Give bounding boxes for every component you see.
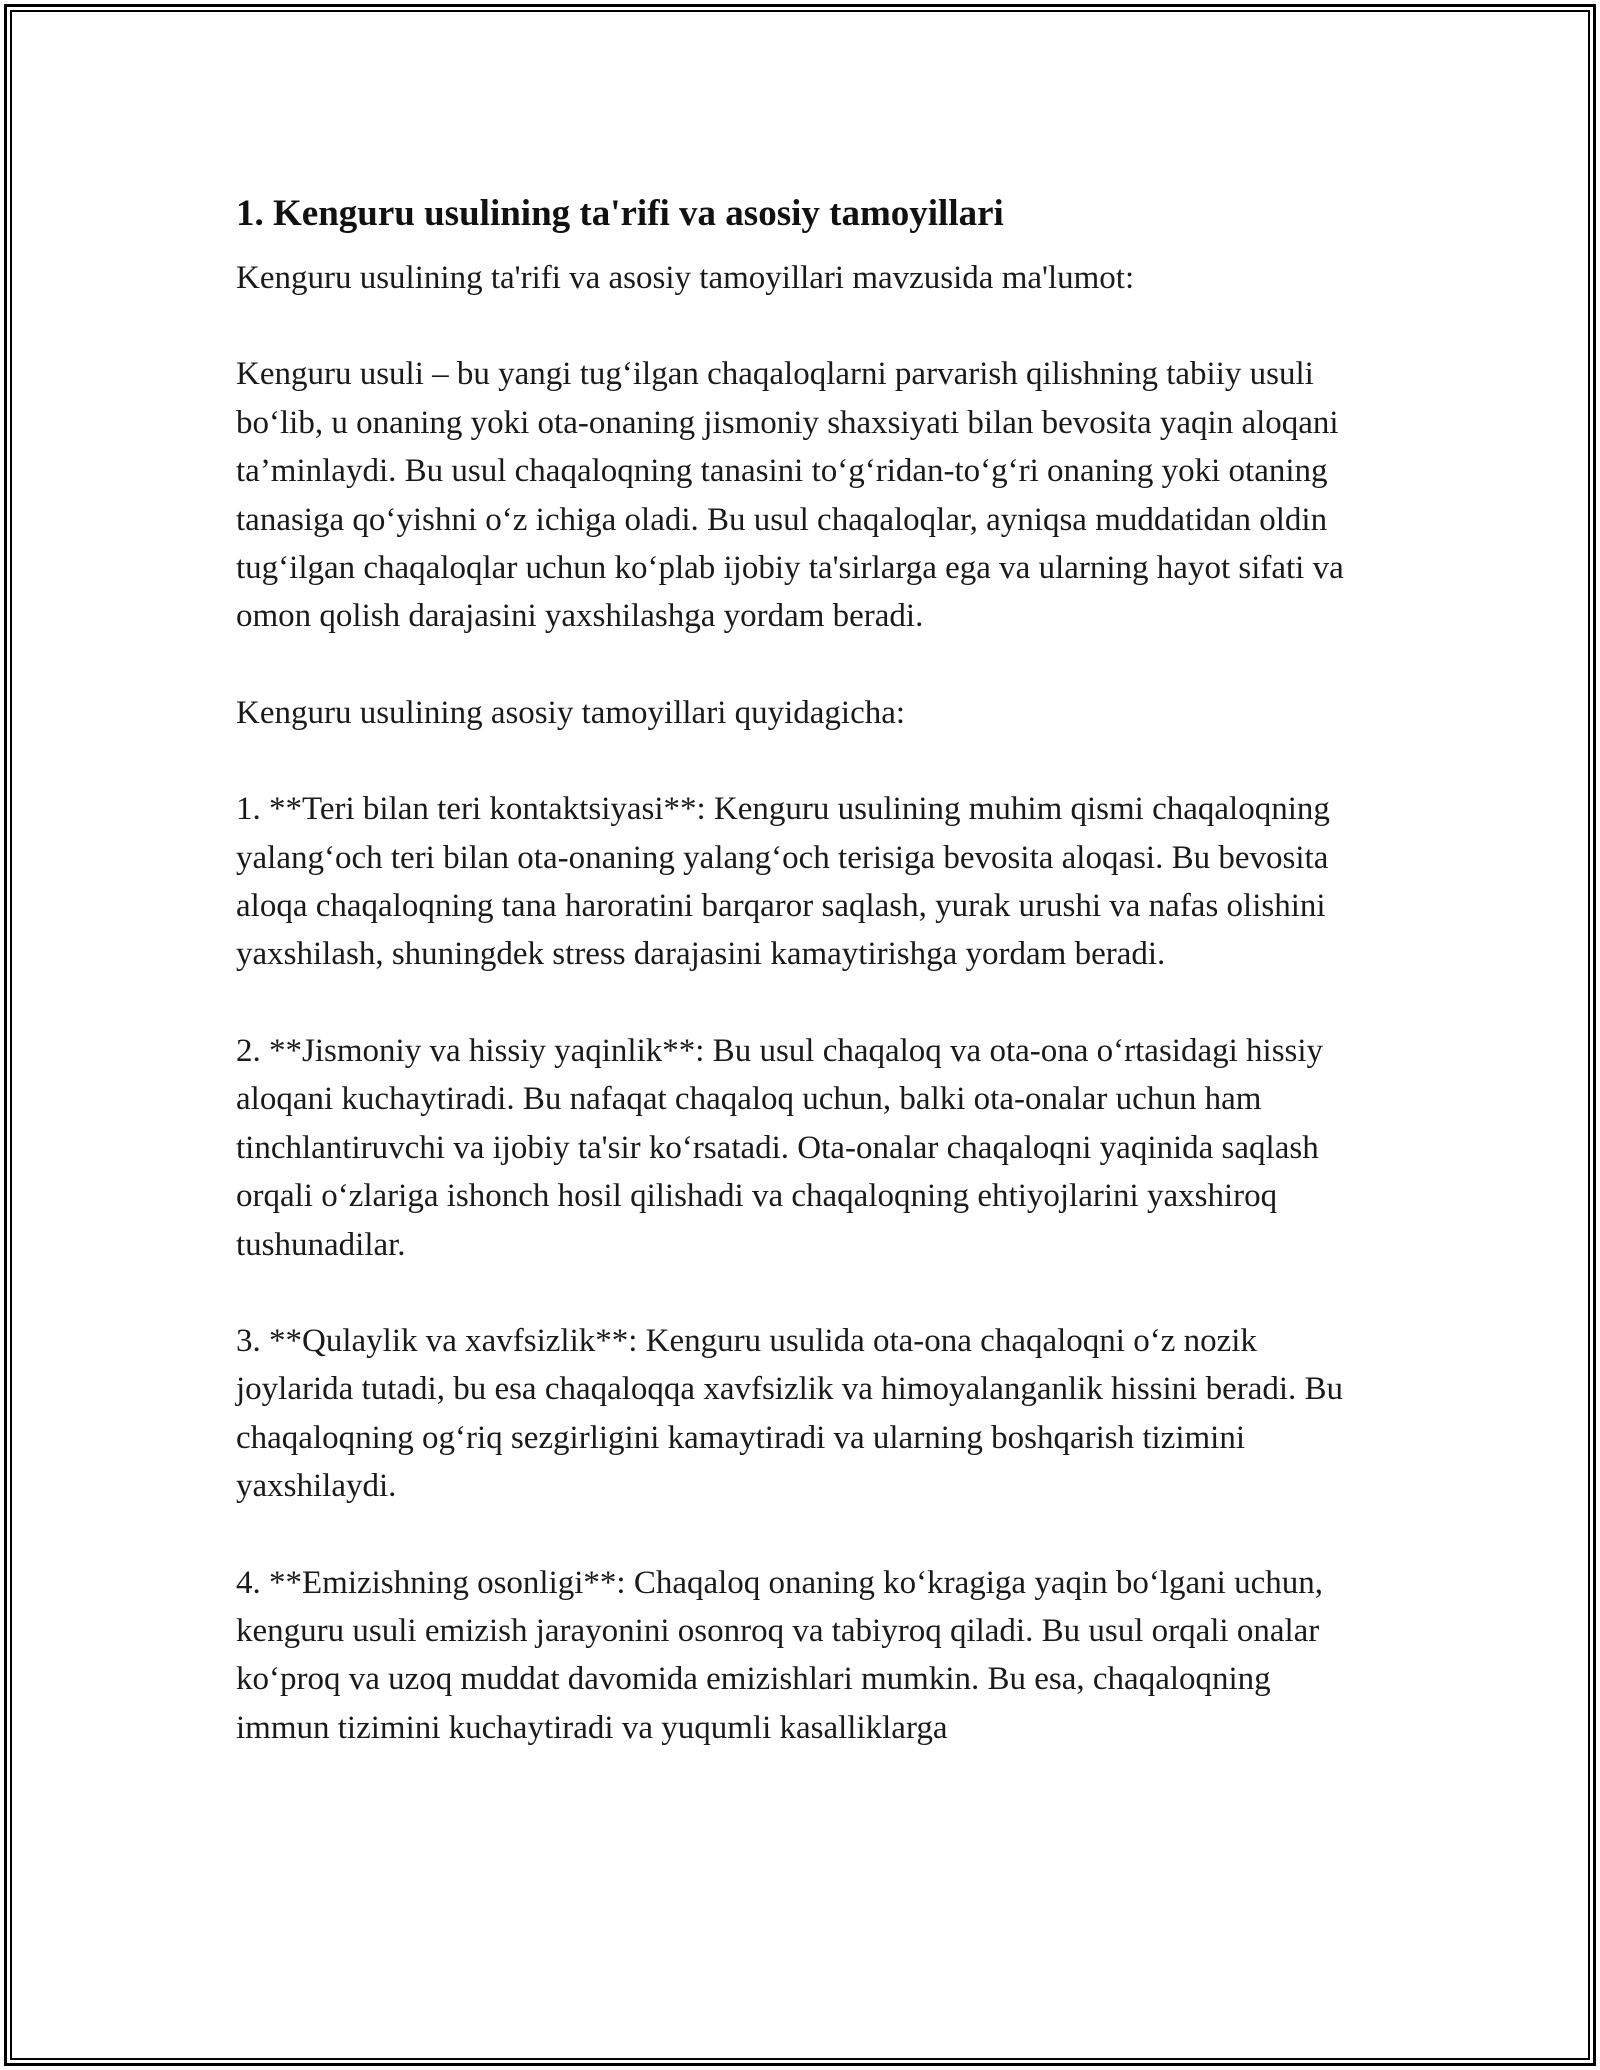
section-title: 1. Kenguru usulining ta'rifi va asosiy tamoyillari (236, 193, 1004, 234)
document-body (236, 188, 1366, 1800)
principles-intro-paragraph: Kenguru usulining asosiy tamoyillari quyidagicha: (236, 694, 906, 731)
principle-paragraph: 1. **Teri bilan teri kontaktsiyasi**: Kenguru usulining muhim qismi chaqaloqning yalang‘och teri bilan ota-onaning yalang‘och terisiga bevosita aloqasi. Bu bevosita aloqa chaqaloqning tana haroratini barqaror saqlash, yurak urushi va nafas olishini yaxshilash, shuningdek stress darajasini kamaytirishga yordam beradi. (236, 791, 1330, 973)
principle-paragraph: 2. **Jismoniy va hissiy yaqinlik**: Bu usul chaqaloq va ota-ona o‘rtasidagi hissiy aloqani kuchaytiradi. Bu nafaqat chaqaloq uchun, balki ota-onalar uchun ham tinchlantiruvchi va ijobiy ta'sir ko‘rsatadi. Ota-onalar chaqaloqni yaqinida saqlash orqali o‘zlariga ishonch hosil qilishadi va chaqaloqning ehtiyojlarini yaxshiroq tushunadilar. (236, 1032, 1324, 1263)
intro-paragraph: Kenguru usulining ta'rifi va asosiy tamoyillari mavzusida ma'lumot: (236, 260, 1135, 296)
definition-paragraph: Kenguru usuli – bu yangi tug‘ilgan chaqaloqlarni parvarish qilishning tabiiy usuli bo‘lib, u onaning yoki ota-onaning jismoniy shaxsiyati bilan bevosita yaqin aloqani ta’minlaydi. Bu usul chaqaloqning tanasini to‘g‘ridan-to‘g‘ri onaning yoki otaning tanasiga qo‘yishni o‘z ichiga oladi. Bu usul chaqaloqlar, ayniqsa muddatidan oldin tug‘ilgan chaqaloqlar uchun ko‘plab ijobiy ta'sirlarga ega va ularning hayot sifati va omon qolish darajasini yaxshilashga yordam beradi. (236, 356, 1344, 635)
principle-paragraph: 4. **Emizishning osonligi**: Chaqaloq onaning ko‘kragiga yaqin bo‘lgani uchun, kenguru usuli emizish jarayonini osonroq va tabiyroq qiladi. Bu usul orqali onalar ko‘proq va uzoq muddat davomida emizishlari mumkin. Bu esa, chaqaloqning immun tizimini kuchaytiradi va yuqumli kasalliklarga (236, 1564, 1324, 1746)
principle-paragraph: 3. **Qulaylik va xavfsizlik**: Kenguru usulida ota-ona chaqaloqni o‘z nozik joylarida tutadi, bu esa chaqaloqqa xavfsizlik va himoyalanganlik hissini beradi. Bu chaqaloqning og‘riq sezgirligini kamaytiradi va ularning boshqarish tizimini yaxshilaydi. (236, 1322, 1344, 1505)
